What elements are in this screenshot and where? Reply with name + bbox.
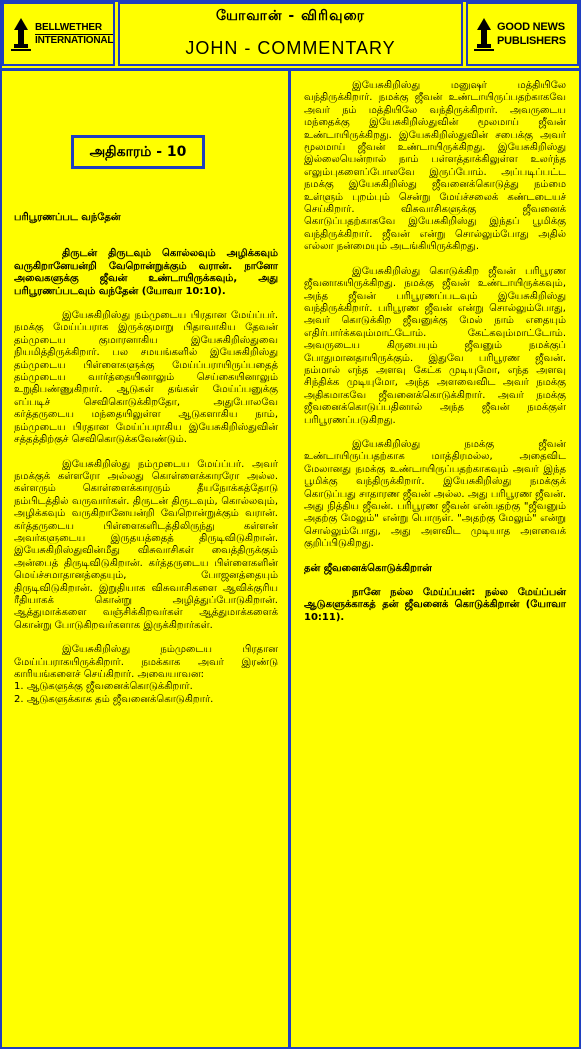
header (0, 0, 581, 69)
logo-line2: PUBLISHERS (497, 35, 566, 47)
section-heading: தன் ஜீவனைக்கொடுக்கிறான் (304, 562, 432, 574)
paragraph: இயேசுகிறிஸ்து கொடுக்கிற ஜீவன் பரிபூரண ஜீவனாகயிருக்கிறது. நமக்கு ஜீவன் உண்டாயிருக்கவும், அந்த ஜீவன் பரிபூரணப்படவும் இயேசுகிறிஸ்து வந்திருக்கிறார். பரிபூரண ஜீவன் என்று சொல்லும்போது, அவர் கொடுக்கிற ஜீவனுக்கு மேல் நாம் எதையும் எதிர்பார்க்கவும்மாட்டோம். கேட்கவும்மாட்டோம். அவருடைய கிருபையும் ஜீவனும் நமக்குப் போதுமானதாயிருக்கும். இதுவே பரிபூரண ஜீவன். நம்மால் எந்த அளவு கேட்க முடியுமோ, எந்த அளவு சிந்திக்க முடியுமோ, அந்த அளவைவிட அவர் நமக்கு அதிகமாகவே ஜீவனைக்கொடுக்கிறார். அவர் நமக்கு ஜீவனைக்கொடுப்பதினால் அந்த ஜீவன் நமக்குள் பரிபூரணப்படுகிறது. (304, 265, 566, 426)
paragraph: இயேசுகிறிஸ்து மனுஷர் மத்தியிலே வந்திருக்கிறார். நமக்கு ஜீவன் உண்டாயிருப்பதற்காகவே அவர் நம் மத்தியிலே வந்திருக்கிறார். அவருடைய மந்தைக்கு இயேசுகிறிஸ்துவின் மூலமாய் ஜீவன் உண்டாயிருக்கிறது. இயேசுகிறிஸ்துவின் சபைக்கு அவர் மூலமாய் ஜீவன் உண்டாயிருக்கிறது. இயேசுகிறிஸ்து இல்லையென்றால் நாம் பள்ளத்தாக்கிலுள்ள உலர்ந்த எலும்புகளைப்போலவே இருப்போம். அப்படிப்பட்ட நமக்கு இயேசுகிறிஸ்து ஜீவனைக்கொடுத்து நம்மை உள்ளும் புறம்பும் சென்று மேய்ச்சலைக் கண்டடையச் செய்கிறார். விசுவாசிகளுக்கு ஜீவனைக் கொடுப்பதற்காகவே இயேசுகிறிஸ்து இந்தப் பூமிக்கு வந்திருக்கிறார். ஜீவன் என்று சொல்லும்போது அதில் எல்லா நன்மையும் அடங்கியிருக்கிறது. (304, 80, 566, 253)
section-heading: பரிபூரணப்பட வந்தேன் (14, 212, 121, 223)
title-box (118, 2, 463, 66)
list-item: 2. ஆடுகளுக்காக தம் ஜீவனைக்கொடுகிறார். (14, 693, 214, 705)
logo-line2: INTERNATIONAL (35, 34, 114, 46)
right-logo-box (466, 2, 579, 66)
title-english: JOHN - COMMENTARY (185, 38, 396, 58)
title-tamil: யோவான் - விரிவுரை (216, 8, 365, 24)
logo-line1: BELLWETHER (35, 21, 102, 33)
left-column (14, 212, 278, 706)
right-column (304, 80, 566, 624)
list-item: 1. ஆடுகளுக்கு ஜீவனைக்கொடுக்கிறார். (14, 681, 193, 693)
column-divider (288, 68, 291, 1049)
goodnews-logo (474, 16, 566, 52)
paragraph: இயேசுகிறிஸ்து நமக்கு ஜீவன் உண்டாயிருப்பதற்காக மாத்திரமல்ல, அதைவிட மேலானது நமக்கு உண்டாயிருப்பதற்காகவும் அவர் இந்த பூமிக்கு வந்திருக்கிறார். இயேசுகிறிஸ்து நமக்குக் கொடுப்பது சாதாரண ஜீவன் அல்ல. அது பரிபூரண ஜீவன். அது நித்திய ஜீவன். பரிபூரண ஜீவன் என்பதற்கு "ஜீவனும் அதற்கு மேலும்" என்று பொருள். "அதற்கு மேலும்" என்று சொல்லும்போது, அது அளவிட முடியாத அளவைக் குறிப்பிடுகிறது. (304, 438, 566, 550)
paragraph: இயேசுகிறிஸ்து நம்முடைய மேய்ப்பர். அவர் நமக்குக் கள்ளரோ அல்லது கொள்ளைக்காரரோ அல்ல. கள்ளரும் கொள்ளைக்காரரும் தீயநோக்கத்தோடு நம்பிடத்தில் வருவார்கள். திருடன் திருடவும், கொல்லவும், அழிக்கவும் வருகிறானேயன்றி வேறொன்றுக்கும் வரான். கர்த்தருடைய பிள்ளைகளிடத்திலிருந்து கள்ளன் அவர்களுடைய இருதயத்தைத் திருடிவிடுகிறான். இயேசுகிறிஸ்துவின்மீது விசுவாசிகள் வைத்திருக்கும் அன்பைத் திருடிவிடுகிறான். கர்த்தருடைய பிள்ளைகளின் மெய்ச்சமாதானத்தையும், போஜனத்தையும் திருடிவிடுகிறான். இறுதியாக விசுவாசிகளை ஆவிக்குரிய ரீதியாகக் கொன்று அழித்துப்போடுகிறான். ஆத்துமாக்களை வஞ்சிக்கிறவர்கள் ஆத்துமாக்களைக் கொன்று போடுகிறவர்களாக இருக்கிறார்கள். (14, 458, 278, 631)
lamp-icon (10, 16, 32, 52)
left-logo-box (2, 2, 115, 66)
logo-line1: GOOD NEWS (497, 21, 565, 33)
paragraph: இயேசுகிறிஸ்து நம்முடைய பிரதான மேய்ப்பர். நமக்கு மேய்ப்பராக இருக்குமாறு பிதாவாகிய தேவன் தம்முடைய குமாரனாகிய இயேசுகிறிஸ்துவை நியமித்திருக்கிறார். பல சமயங்களில் இயேசுகிறிஸ்து தம்முடைய பிள்ளைகளுக்கு மேய்ப்பராயிருப்பதைத் தம்முடைய வார்த்தையினாலும் செய்கையினாலும் உறுதிபண்ணுகிறார். ஆடுகள் தங்கள் மேய்ப்பனுக்கு எப்படிச் செவிகொடுக்கிறதோ, அதுபோலவே கர்த்தருடைய மந்தையிலுள்ள ஆடுகளாகிய நாம், நம்முடைய பிரதான மேய்ப்பராகிய இயேசுகிறிஸ்துவின் சத்தத்திற்குச் செவிகொடுக்கவேண்டும். (14, 310, 278, 446)
lamp-icon (474, 16, 494, 52)
verse-quote: நானே நல்ல மேய்ப்பன்: நல்ல மேய்ப்பன் ஆடுகளுக்காகத் தன் ஜீவனைக் கொடுக்கிறான் (யோவா 10:11). (304, 587, 566, 623)
bellwether-logo (10, 16, 113, 52)
verse-quote: திருடன் திருடவும் கொல்லவும் அழிக்கவும் வருகிறானேயன்றி வேறொன்றுக்கும் வரான். நானோ அவைகளுக்கு ஜீவன் உண்டாயிருக்கவும், அது பரிபூரணப்படவும் வந்தேன் (யோவா 10:10). (14, 248, 278, 297)
chapter-label: அதிகாரம் - 10 (71, 135, 205, 169)
paragraph: இயேசுகிறிஸ்து நம்முடைய பிரதான மேய்ப்பராகயிருக்கிறார். நமக்காக அவர் இரண்டு காரியங்களைச் செய்கிறார். அவையாவன: (14, 644, 278, 680)
